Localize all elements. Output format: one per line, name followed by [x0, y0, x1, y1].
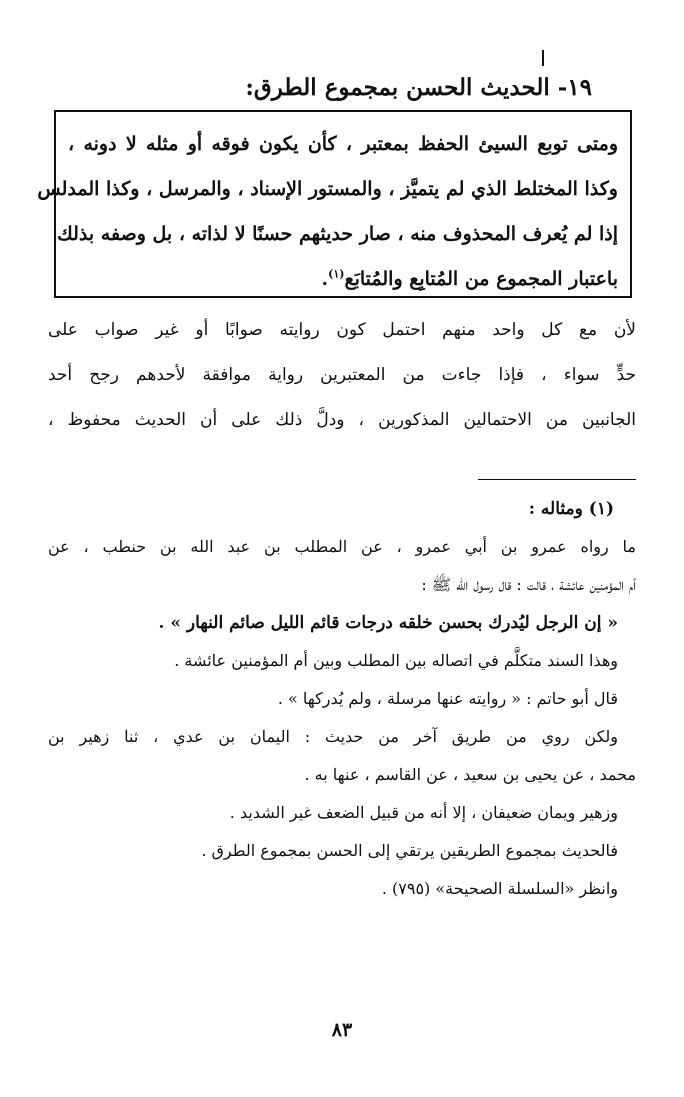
footnote-line: ولكن روي من طريق آخر من حديث : اليمان بن عدي ، ثنا زهير بن: [48, 727, 619, 746]
body-text: [48, 308, 636, 443]
footnote-line: أم المؤمنين عائشة ، قالت : قال رسول الله ﷺ :: [421, 575, 636, 594]
rule-line-last: [68, 257, 618, 302]
footnote-line: فالحديث بمجموع الطريقين يرتقي إلى الحسن بمجموع الطرق .: [201, 841, 618, 860]
footnote-title: (١) ومثاله :: [528, 499, 614, 519]
rule-line: وكذا المختلط الذي لم يتميَّز ، والمستور الإسناد ، والمرسل ، وكذا المدلس: [37, 178, 618, 200]
rule-line-text: باعتبار المجموع من المُتابِع والمُتابَع: [344, 268, 618, 290]
footnote-line: وزهير ويمان ضعيفان ، إلا أنه من قبيل الضعف غير الشديد .: [229, 803, 618, 822]
footnotes: [48, 490, 636, 908]
footnote-line: قال أبو حاتم : « روايته عنها مرسلة ، ولم يُدركها » .: [277, 689, 618, 708]
rule-line: إذا لم يُعرف المحذوف منه ، صار حديثهم حسنًا لا لذاته ، بل وصفه بذلك: [57, 223, 618, 245]
rule-end-period: .: [321, 268, 329, 290]
footnote-separator: [478, 479, 636, 480]
rule-line: ومتى توبع السيئ الحفظ بمعتبر ، كأن يكون فوقه أو مثله لا دونه ،: [68, 133, 618, 155]
footnote-reference: (١): [328, 267, 345, 281]
body-line: الجانبين من الاحتمالين المذكورين ، ودلَّ ذلك على أن الحديث محفوظ ،: [48, 410, 636, 430]
section-heading: ١٩- الحديث الحسن بمجموع الطرق:: [245, 74, 592, 101]
body-line: حدٍّ سواء ، فإذا جاءت من المعتبرين رواية موافقة لأحدهم رجح أحد: [48, 365, 636, 385]
page-number: ٨٣: [331, 1019, 353, 1041]
footnote-line: ما رواه عمرو بن أبي عمرو ، عن المطلب بن عبد الله بن حنطب ، عن: [48, 537, 636, 556]
footnote-line: وانظر «السلسلة الصحيحة» (٧٩٥) .: [381, 879, 618, 898]
footnote-line: محمد ، عن يحيى بن سعيد ، عن القاسم ، عنها به .: [304, 765, 636, 784]
body-line: لأن مع كل واحد منهم احتمل كون روايته صوابًا أو غير صواب على: [48, 320, 636, 340]
hadith-quote: « إن الرجل ليُدرك بحسن خلقه درجات قائم الليل صائم النهار » .: [158, 613, 618, 633]
rule-box: [37, 110, 632, 298]
footnote-line: وهذا السند متكلَّم في اتصاله بين المطلب وبين أم المؤمنين عائشة .: [174, 651, 618, 670]
ink-mark: [542, 50, 544, 66]
